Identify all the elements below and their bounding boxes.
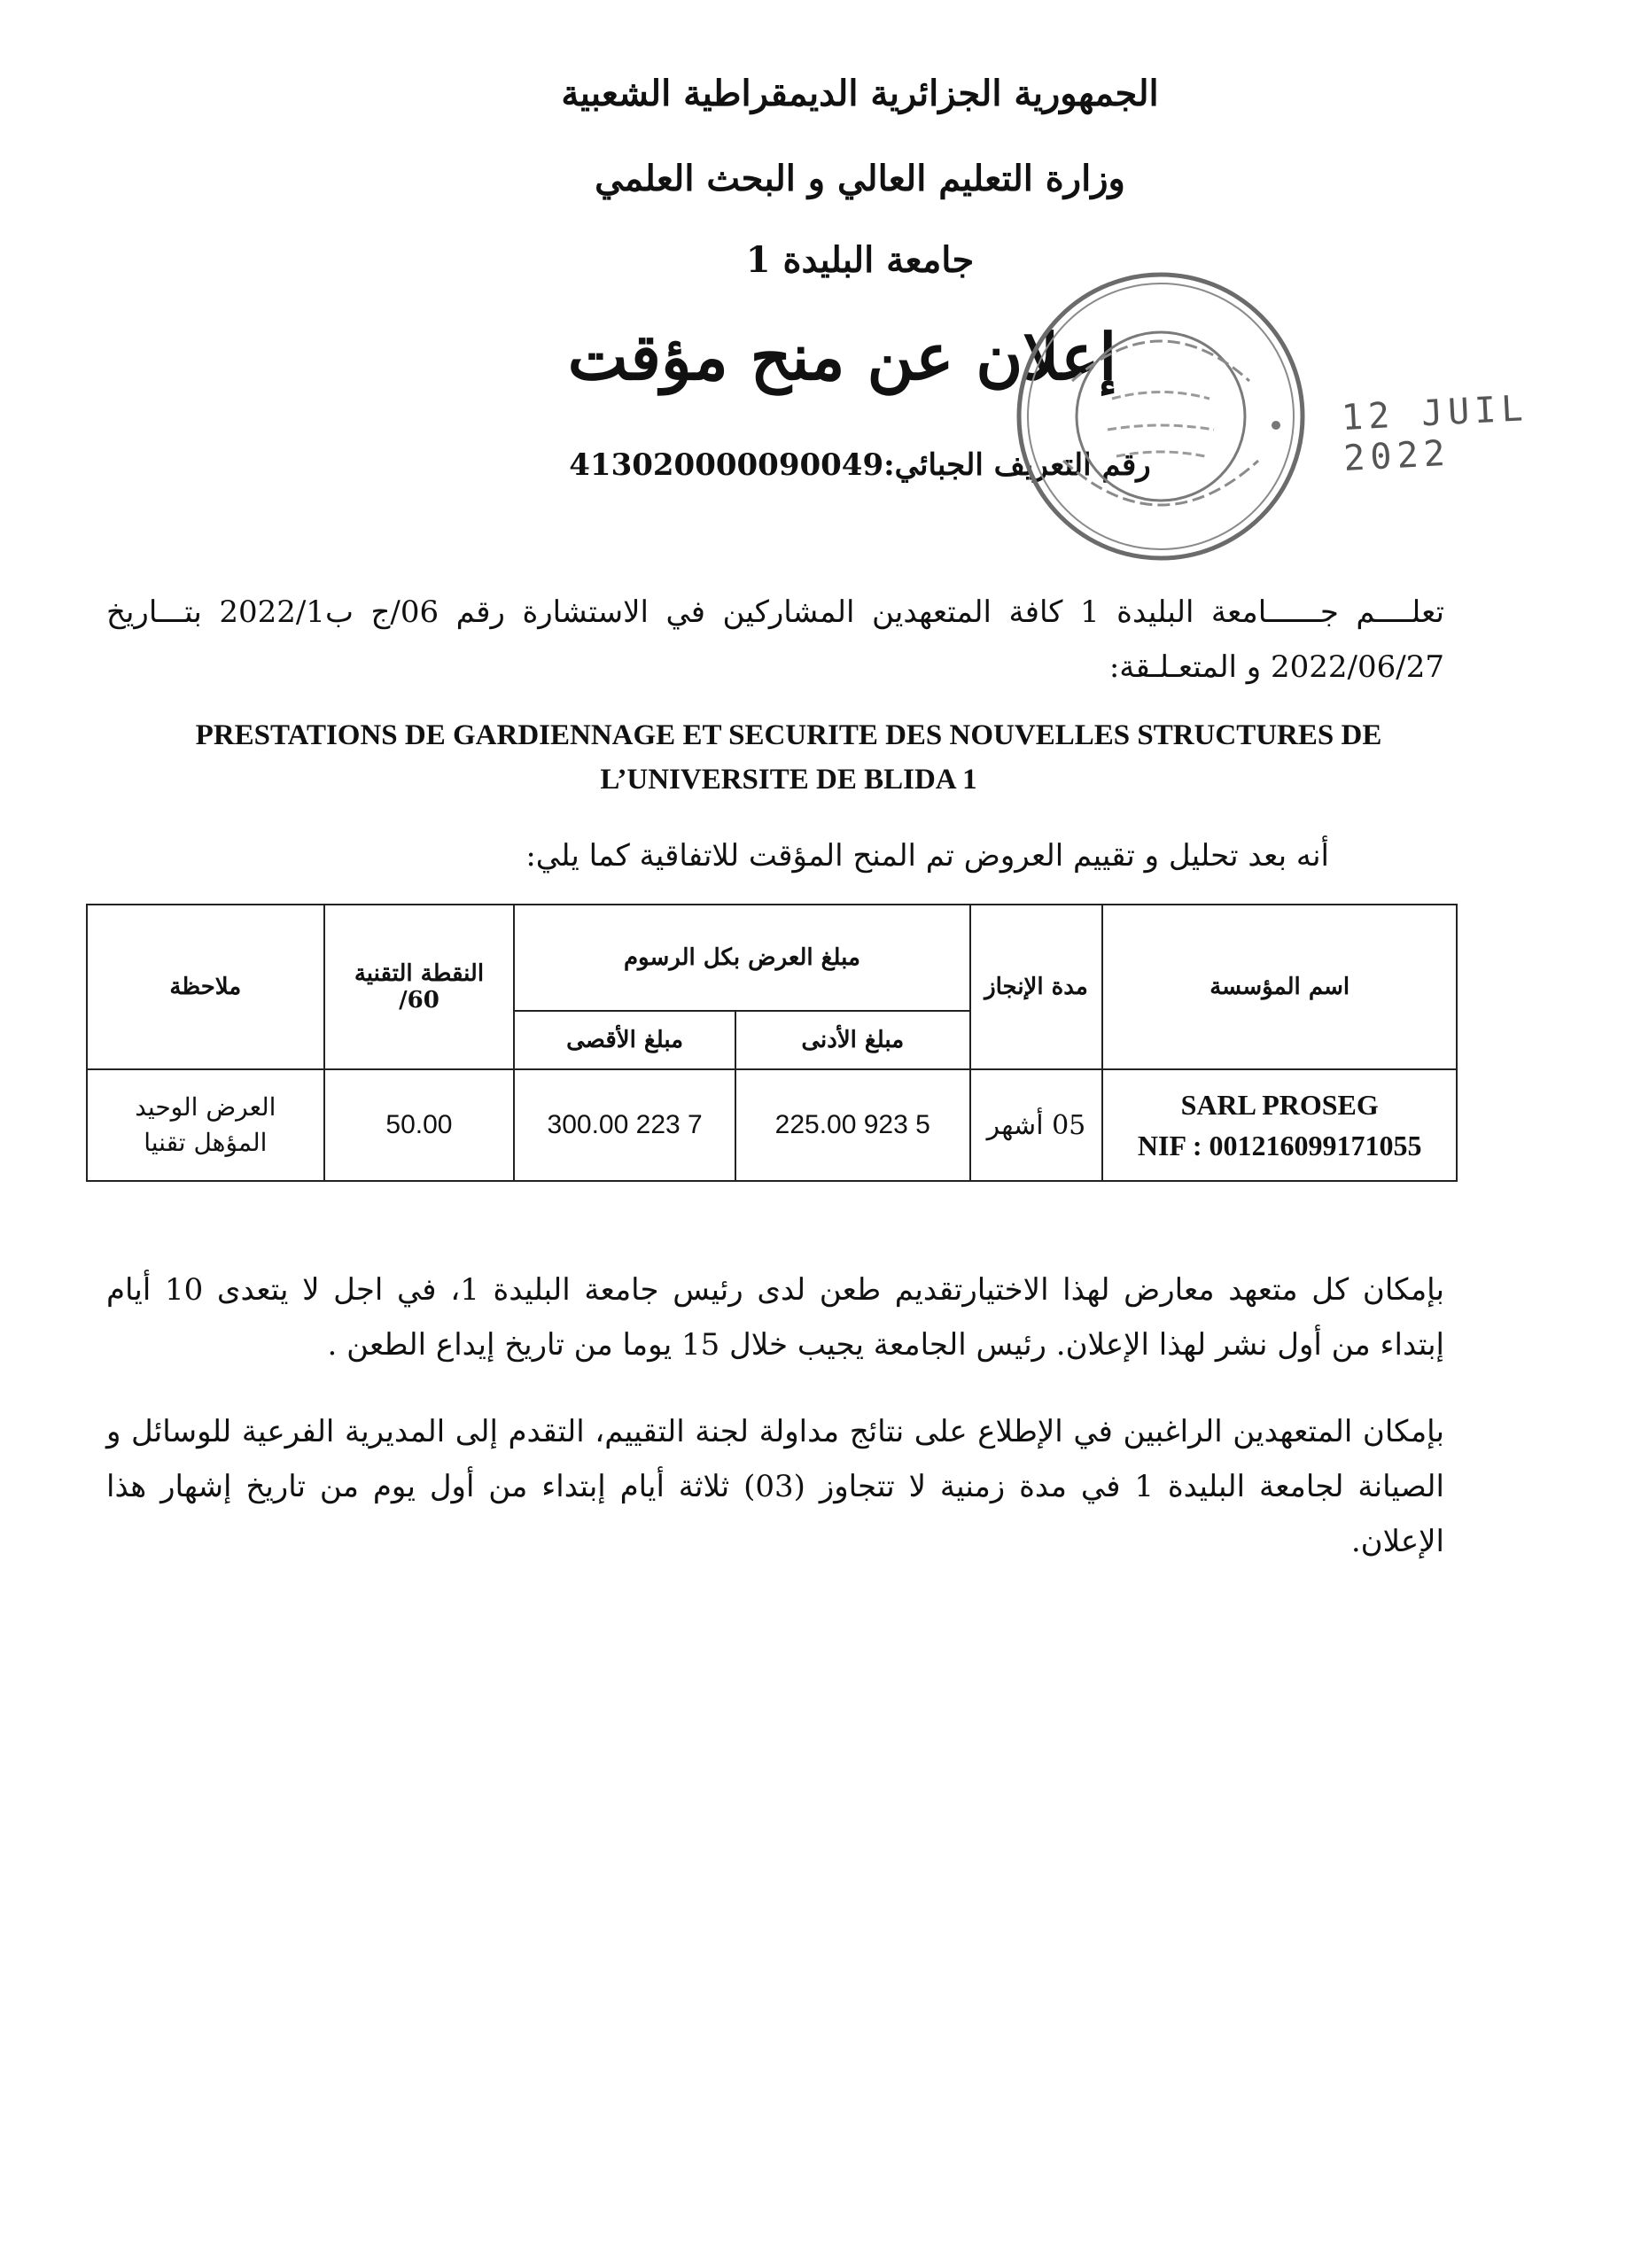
result-paragraph: أنه بعد تحليل و تقييم العروض تم المنح المؤقت للاتفاقية كما يلي:: [525, 838, 1329, 874]
header-company: اسم المؤسسة: [1102, 905, 1457, 1069]
subject-title: PRESTATIONS DE GARDIENNAGE ET SECURITE DES NOUVELLES STRUCTURES DE L’UNIVERSITE DE BLIDA 1: [195, 719, 1382, 796]
company-name: SARL PROSEG: [1180, 1089, 1379, 1121]
header-min-amount: مبلغ الأدنى: [735, 1011, 970, 1069]
company-nif: NIF : 001216099171055: [1137, 1130, 1422, 1161]
appeal-paragraph: بإمكان كل متعهد معارض لهذا الاختيارتقديم طعن لدى رئيس جامعة البليدة 1، في اجل لا يتعدى 10 أيام إبتداء من أول نشر لهذا الإعلان. رئيس الجامعة يجيب خلال 15 يوما من تاريخ إيداع الطعن .: [106, 1272, 1444, 1363]
header-university: جامعة البليدة 1: [745, 239, 975, 281]
header-amount-group: مبلغ العرض بكل الرسوم: [514, 905, 969, 1011]
tech-score-cell: 50.00: [324, 1069, 515, 1181]
max-amount-cell: 7 223 300.00: [514, 1069, 735, 1181]
header-republic: الجمهورية الجزائرية الديمقراطية الشعبية: [561, 73, 1159, 114]
header-tech-score: النقطة التقنية 60/: [324, 905, 515, 1069]
header-duration: مدة الإنجاز: [970, 905, 1103, 1069]
table-row: [87, 1069, 1457, 1181]
date-stamp: 12 JUIL 2022: [1340, 388, 1529, 479]
consultation-paragraph: بإمكان المتعهدين الراغبين في الإطلاع على نتائج مداولة لجنة التقييم، التقدم إلى المديرية الفرعية للوسائل و الصيانة لجامعة البليدة 1 في مدة زمنية لا تتجاوز (03) ثلاثة أيام إبتداء من أول يوم من تاريخ إشهار هذا الإعلان.: [106, 1414, 1444, 1559]
min-amount-cell: 5 923 225.00: [735, 1069, 970, 1181]
official-seal-icon: [1010, 266, 1311, 567]
award-table: [86, 904, 1458, 1182]
tax-id-label: رقم التعريف الجبائي:: [883, 447, 1151, 483]
header-ministry: وزارة التعليم العالي و البحث العلمي: [595, 158, 1125, 199]
company-cell: [1102, 1069, 1457, 1181]
intro-paragraph: تعلــــم جــــــامعة البليدة 1 كافة المتعهدين المشاركين في الاستشارة رقم 06/ج ب2022/1 بتـــاريخ 2022/06/27 و المتعـلـقة:: [106, 594, 1445, 685]
header-remark: ملاحظة: [87, 905, 324, 1069]
document-title: إعلان عن منح مؤقت: [567, 319, 1117, 394]
header-max-amount: مبلغ الأقصى: [514, 1011, 735, 1069]
tax-id-value: 413020000090049: [569, 447, 884, 483]
remark-cell: العرض الوحيد المؤهل تقنيا: [87, 1069, 324, 1181]
duration-cell: 05 أشهر: [970, 1069, 1103, 1181]
